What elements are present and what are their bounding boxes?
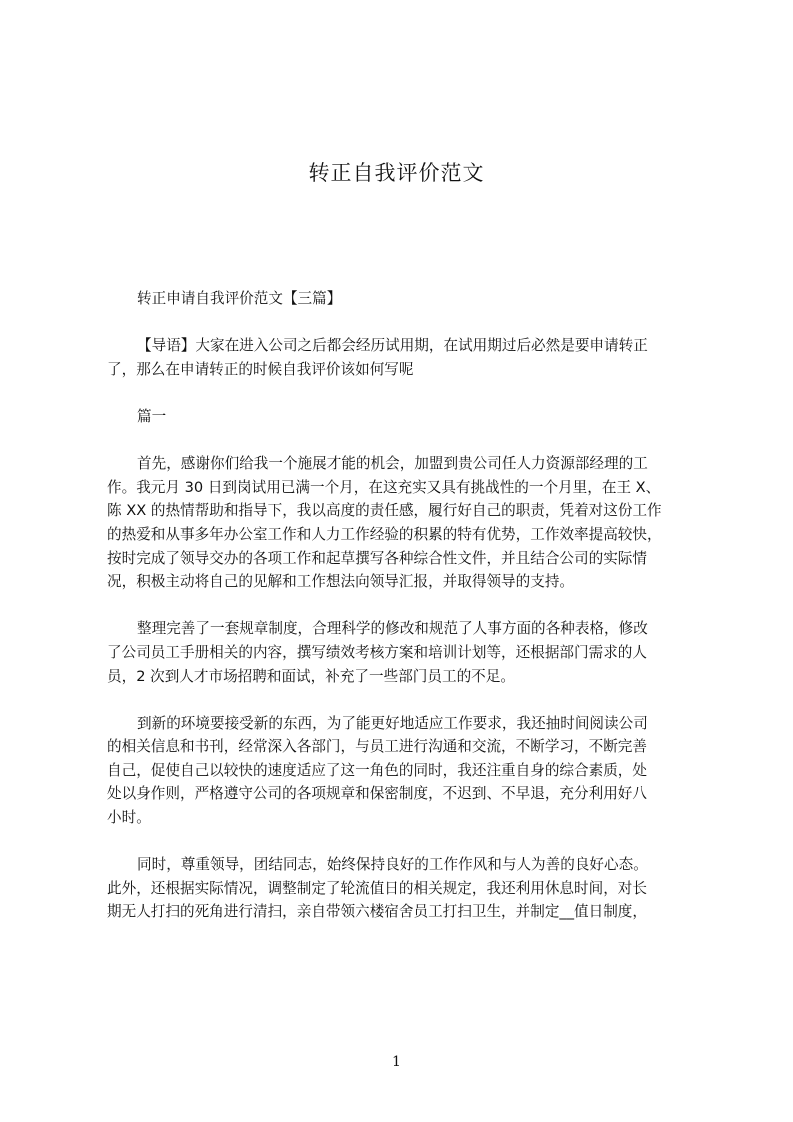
paragraph-line: 了公司员工手册相关的内容，撰写绩效考核方案和培训计划等，还根据部门需求的人 — [107, 643, 647, 661]
intro-paragraph — [107, 334, 697, 381]
paragraph-line: 整理完善了一套规章制度，合理科学的修改和规范了人事方面的各种表格，修改 — [137, 620, 648, 638]
intro-line: 了，那么在申请转正的时候自我评价该如何写呢 — [107, 360, 414, 378]
document-title: 转正自我评价范文 — [308, 161, 485, 186]
body-paragraph-4 — [107, 853, 697, 924]
paragraph-line: 按时完成了领导交办的各项工作和起草撰写各种综合性文件，并且结合公司的实际情 — [107, 549, 647, 567]
paragraph-line: 自己，促使自己以较快的速度适应了这一角色的同时，我还注重自身的综合素质，处 — [107, 761, 647, 779]
document-subtitle: 转正申请自我评价范文【三篇】 — [137, 290, 342, 307]
paragraph-line: 的热爱和从事多年办公室工作和人力工作经验的积累的特有优势，工作效率提高较快， — [107, 525, 662, 543]
paragraph-line: 到新的环境要接受新的东西，为了能更好地适应工作要求，我还抽时间阅读公司 — [137, 714, 648, 732]
paragraph-line: 小时。 — [107, 809, 151, 827]
paragraph-line: 作。我元月 30 日到岗试用已满一个月，在这充实又具有挑战性的一个月里，在王 X、 — [107, 478, 661, 496]
paragraph-line: 处以身作则，严格遵守公司的各项规章和保密制度，不迟到、不早退，充分利用好八 — [107, 785, 647, 803]
section-heading: 篇一 — [137, 407, 167, 425]
paragraph-line: 同时，尊重领导，团结同志，始终保持良好的工作作风和与人为善的良好心态。 — [137, 856, 648, 874]
intro-line: 【导语】大家在进入公司之后都会经历试用期，在试用期过后必然是要申请转正 — [137, 337, 648, 355]
paragraph-line: 期无人打扫的死角进行清扫，亲自带领六楼宿舍员工打扫卫生，并制定__值日制度， — [107, 903, 647, 921]
paragraph-line: 此外，还根据实际情况，调整制定了轮流值日的相关规定，我还利用休息时间，对长 — [107, 879, 647, 897]
paragraph-line: 员，2 次到人才市场招聘和面试，补充了一些部门员工的不足。 — [107, 667, 515, 685]
paragraph-line: 陈 XX 的热情帮助和指导下，我以高度的责任感，履行好自己的职责，凭着对这份工作 — [107, 502, 662, 520]
paragraph-line: 首先，感谢你们给我一个施展才能的机会，加盟到贵公司任人力资源部经理的工 — [137, 455, 648, 473]
body-paragraph-2 — [107, 617, 697, 688]
body-paragraph-1 — [107, 452, 697, 594]
paragraph-line: 况，积极主动将自己的见解和工作想法向领导汇报，并取得领导的支持。 — [107, 573, 575, 591]
page-number: 1 — [392, 1054, 401, 1070]
document-body — [107, 287, 697, 948]
paragraph-line: 的相关信息和书刊，经常深入各部门，与员工进行沟通和交流，不断学习，不断完善 — [107, 738, 647, 756]
body-paragraph-3 — [107, 712, 697, 830]
